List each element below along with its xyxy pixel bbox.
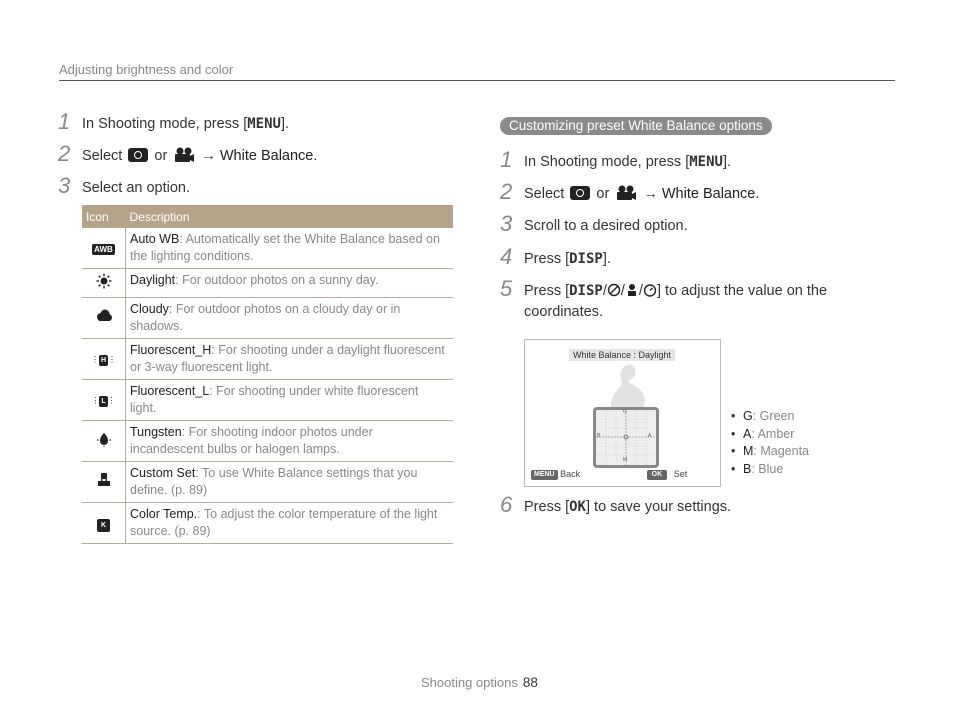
- option-name: Daylight: [130, 273, 176, 287]
- section-pill-heading: Customizing preset White Balance options: [500, 117, 772, 135]
- option-desc: : For shooting under a daylight fluorescent or 3-way fluorescent light.: [130, 343, 445, 374]
- legend-value: : Amber: [751, 426, 795, 441]
- option-name: Fluorescent_H: [130, 343, 212, 357]
- step-number: 1: [500, 147, 513, 172]
- step-text: or: [596, 186, 610, 202]
- menu-button-glyph: MENU: [689, 154, 723, 170]
- step-number: 3: [500, 211, 513, 236]
- legend-value: : Green: [752, 409, 795, 423]
- step-number: 6: [500, 492, 513, 517]
- lcd-ok-button: OK: [647, 470, 668, 480]
- option-desc: : For outdoor photos on a sunny day.: [175, 273, 379, 287]
- face-detection-icon: [625, 283, 639, 297]
- camera-icon: [128, 148, 148, 162]
- option-name: Tungsten: [130, 425, 182, 439]
- lcd-back-label: Back: [560, 469, 581, 479]
- video-camera-icon: [173, 147, 195, 163]
- legend-key: G: [743, 409, 753, 423]
- page-number: 88: [522, 675, 538, 690]
- step-text: .: [313, 148, 318, 164]
- header-divider: [59, 80, 895, 81]
- legend-value: : Magenta: [753, 444, 810, 458]
- option-name: Custom Set: [130, 466, 196, 480]
- custom-set-icon: [96, 472, 112, 488]
- right-step-1: [500, 147, 732, 173]
- lcd-set-label: Set: [673, 469, 688, 479]
- list-item: • A: Amber: [731, 426, 795, 441]
- step-text: ].: [280, 116, 290, 132]
- arrow-glyph: →: [643, 186, 658, 202]
- cloudy-icon: [95, 309, 113, 323]
- fluorescent-h-icon: ⋮ H ⋮: [90, 355, 117, 364]
- axis-g-label: G: [623, 409, 627, 415]
- camera-icon: [570, 186, 590, 200]
- axis-b-label: B: [597, 433, 601, 439]
- step-text: .: [755, 186, 760, 202]
- table-row: [82, 380, 453, 421]
- table-row: [82, 339, 453, 380]
- icon-label: H: [100, 357, 107, 364]
- footer-label: Shooting options: [421, 675, 518, 690]
- option-desc: : To adjust the color temperature of the light source. (p. 89): [130, 507, 438, 538]
- legend-key: M: [743, 444, 754, 458]
- step-number: 1: [58, 109, 71, 134]
- table-row: [82, 421, 453, 462]
- step-text: Press [: [524, 499, 570, 515]
- table-row: [82, 503, 453, 544]
- list-item: • M: Magenta: [731, 444, 810, 458]
- step-text: or: [154, 148, 168, 164]
- lcd-menu-button: MENU: [531, 470, 558, 480]
- legend-key: A: [743, 426, 752, 441]
- wb-coordinate-grid: [593, 407, 659, 468]
- legend-value: : Blue: [751, 461, 784, 476]
- menu-button-glyph: MENU: [247, 116, 281, 132]
- left-step-1: [58, 109, 290, 135]
- lcd-title: White Balance : Daylight: [569, 349, 675, 361]
- list-item: • B: Blue: [731, 461, 784, 476]
- arrow-glyph: →: [201, 148, 216, 164]
- axis-m-label: M: [623, 457, 628, 463]
- step-text: In Shooting mode, press [: [82, 116, 248, 132]
- step-text: Press [: [524, 251, 570, 267]
- step-text: ] to save your settings.: [585, 499, 732, 515]
- step-text: Select an option.: [82, 180, 191, 196]
- axis-a-label: A: [648, 433, 652, 439]
- legend-key: B: [743, 461, 752, 476]
- icon-label: L: [101, 398, 106, 405]
- col-header-icon: Icon: [82, 205, 126, 228]
- menu-target: White Balance: [219, 148, 314, 164]
- video-camera-icon: [615, 185, 637, 201]
- list-item: • G: Green: [731, 409, 795, 423]
- step-number: 5: [500, 276, 513, 301]
- timer-icon: [643, 283, 657, 297]
- camera-lcd-screen: [524, 339, 721, 487]
- right-step-5: 5 Press [DISP/ / / ] to adjust the value on the coordinates.: [500, 276, 828, 320]
- table-row: [82, 269, 453, 298]
- option-name: Color Temp.: [130, 507, 198, 521]
- left-step-3: [58, 173, 191, 199]
- table-header-row: [82, 205, 453, 228]
- page-footer: [421, 675, 538, 690]
- disp-button-glyph: DISP: [569, 283, 603, 299]
- right-step-6: [500, 492, 732, 518]
- right-step-4: [500, 244, 611, 270]
- ok-button-glyph: OK: [569, 499, 586, 515]
- option-name: Auto WB: [130, 232, 180, 246]
- section-title: Adjusting brightness and color: [59, 62, 234, 77]
- step-text: Select: [82, 148, 123, 164]
- menu-target: White Balance: [661, 186, 756, 202]
- table-row: [82, 228, 453, 269]
- option-desc: : For shooting under white fluorescent light.: [130, 384, 419, 415]
- coordinate-legend: [731, 408, 809, 478]
- step-text: ] to adjust the value on the coordinates.: [524, 283, 828, 320]
- step-number: 4: [500, 244, 513, 269]
- step-number: 2: [500, 179, 513, 204]
- option-desc: : Automatically set the White Balance based on the lighting conditions.: [130, 232, 440, 263]
- left-step-2: [58, 141, 318, 167]
- option-desc: : To use White Balance settings that you define. (p. 89): [130, 466, 418, 497]
- step-text: In Shooting mode, press [: [524, 154, 690, 170]
- step-text: ].: [722, 154, 732, 170]
- fluorescent-l-icon: ⋮ L ⋮: [91, 396, 116, 405]
- step-text: ].: [602, 251, 611, 267]
- option-name: Fluorescent_L: [130, 384, 210, 398]
- table-row: [82, 298, 453, 339]
- step-number: 2: [58, 141, 71, 166]
- disp-button-glyph: DISP: [569, 251, 603, 267]
- white-balance-table: [82, 205, 453, 544]
- option-desc: : For outdoor photos on a cloudy day or in shadows.: [130, 302, 401, 333]
- option-name: Cloudy: [130, 302, 169, 316]
- right-step-3: [500, 211, 688, 237]
- tungsten-icon: [96, 431, 112, 447]
- lcd-bottom-bar: [528, 469, 717, 483]
- col-header-description: Description: [126, 205, 454, 228]
- awb-icon: AWB: [94, 244, 113, 254]
- daylight-icon: [96, 273, 112, 289]
- right-step-2: [500, 179, 760, 205]
- table-row: [82, 462, 453, 503]
- step-text: Press [: [524, 283, 570, 299]
- step-number: 3: [58, 173, 71, 198]
- exposure-icon: [607, 283, 621, 297]
- color-temp-icon: K: [97, 519, 110, 532]
- step-text: Scroll to a desired option.: [524, 218, 688, 234]
- option-desc: : For shooting indoor photos under incandescent bulbs or halogen lamps.: [130, 425, 373, 456]
- step-text: Select: [524, 186, 565, 202]
